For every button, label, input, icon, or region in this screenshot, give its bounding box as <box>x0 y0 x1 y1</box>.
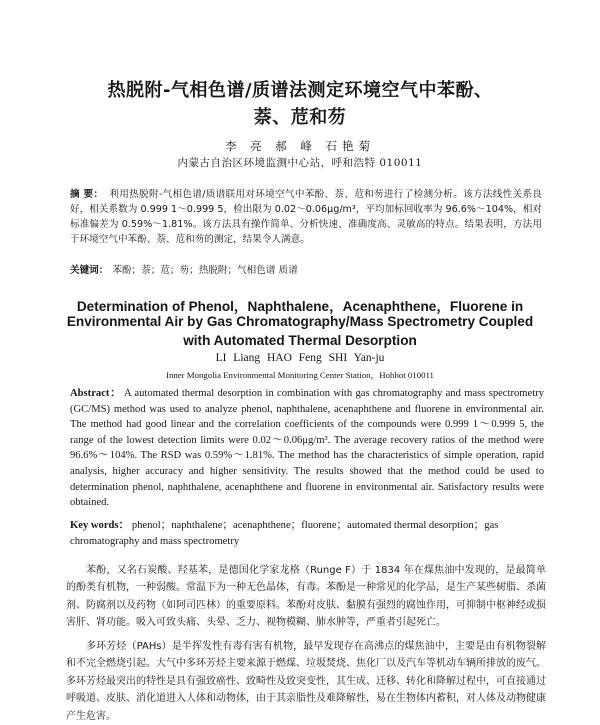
english-abstract-text: A automated thermal desorption in combination with gas chromatography and mass spectrometry (GC/MS) method was used to analyze phenol, naphthalene, acenaphthene and fluorene in environmental air. The method had good linear and the correlation coefficients of the compounds were 0.999 1～0.999 5, the range of the lowest detection limits were 0.02～0.06μg/m³. The average recovery ratios of the method were 96.6%～104%. The RSD was 0.59%～1.81%. The method has the characteristics of simple operation, rapid analysis, higher accuracy and higher sensitivity. The results showed that the method could be used to determination phenol, naphthalene, acenaphthene and fluorene in environmental air. Satisfactory results were obtained. <box>70 388 545 509</box>
english-keywords-text: phenol；naphthalene；acenaphthene；fluorene；automated thermal desorption；gas chromatography and mass spectrometry <box>70 520 499 547</box>
english-keywords <box>70 518 544 549</box>
english-title-line-3: with Automated Thermal Desorption <box>183 333 417 348</box>
english-keywords-label: Key words： <box>70 520 130 531</box>
chinese-keywords-label: 关键词： <box>70 265 109 276</box>
english-abstract-label: Abstract： <box>70 388 122 399</box>
chinese-affiliation: 内蒙古自治区环境监测中心站，呼和浩特 010011 <box>177 157 423 169</box>
chinese-keywords <box>70 262 542 276</box>
english-authors: LI Liang HAO Feng SHI Yan-ju <box>215 352 385 364</box>
chinese-keywords-text: 苯酚；萘；苊；芴；热脱附；气相色谱 质谱 <box>112 265 298 276</box>
english-affiliation: Inner Mongolia Environmental Monitoring Center Station，Hohhot 010011 <box>166 370 434 380</box>
body-paragraph-phenol: 苯酚，又名石炭酸、羟基苯，是德国化学家龙格（Runge F）于 1834 年在煤焦油中发现的，是最简单的酚类有机物，一种弱酸。常温下为一种无色晶体，有毒。苯酚是一种常见的化学品，是生产某些树脂、杀菌剂、防腐剂以及药物（如阿司匹林）的重要原料。苯酚对皮肤、黏膜有强烈的腐蚀作用，可抑制中枢神经或损害肝、肾功能。吸入可致头痛、头晕、乏力、视物模糊、肺水肿等，严重者引起死亡。 <box>66 565 546 629</box>
body-paragraph-pahs: 多环芳烃（PAHs）是半挥发性有毒有害有机物，最早发现存在高沸点的煤焦油中，主要是由有机物裂解和不完全燃烧引起。大气中多环芳烃主要来源于燃煤、垃圾焚烧、焦化厂以及汽车等机动车辆所排放的废气。多环芳烃最突出的特性是具有强致癌性、致畸性及致突变性，其生成、迁移、转化和降解过程中，可直接通过呼吸道、皮肤、消化道进入人体和动物体，由于其亲脂性及难降解性，易在生物体内蓄积，对人体及动物健康产生危害。 <box>66 641 546 722</box>
english-title-line-1: Determination of Phenol，Naphthalene，Acenaphthene，Fluorene in <box>76 299 524 314</box>
chinese-title-line-1: 热脱附-气相色谱/质谱法测定环境空气中苯酚、 <box>107 80 493 101</box>
chinese-abstract-label: 摘 要： <box>70 189 104 200</box>
english-title-line-2: Environmental Air by Gas Chromatography/Mass Spectrometry Coupled <box>66 314 534 329</box>
chinese-abstract-text: 利用热脱附-气相色谱/质谱联用对环境空气中苯酚、萘、苊和芴进行了检测分析。该方法线性关系良好，相关系数为 0.999 1～0.999 5，检出限为 0.02～0.06μg/m³，平均加标回收率为 96.6%～104%，相对标准偏差为 0.59%～1.81%。该方法具有操作简单、分析快速、准确度高、灵敏高的特点。结果表明，方法用于环境空气中苯酚、萘、苊和芴的测定，结果令人满意。 <box>70 189 542 245</box>
english-abstract <box>70 386 544 511</box>
chinese-authors: 李 亮 郝 峰 石艳菊 <box>224 139 376 153</box>
chinese-abstract <box>70 187 542 247</box>
chinese-title-line-2: 萘、苊和芴 <box>253 107 347 128</box>
